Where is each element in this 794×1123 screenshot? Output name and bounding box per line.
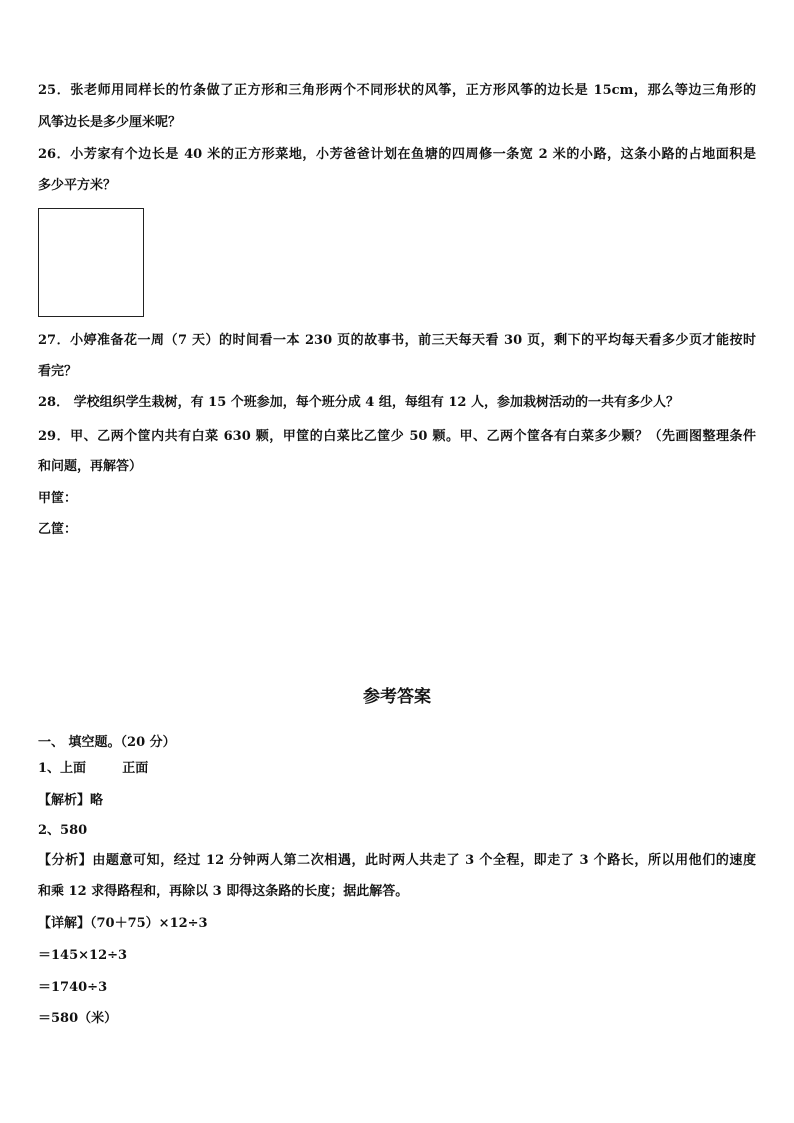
q29-line2: 和问题，再解答） xyxy=(38,459,143,474)
q27-line2: 看完？ xyxy=(38,364,78,379)
q29-line1: 29．甲、乙两个筐内共有白菜 630 颗，甲筐的白菜比乙筐少 50 颗。甲、乙两个筐各有白菜多少颗？（先画图整理条件 xyxy=(38,429,756,444)
answers-title: 参考答案 xyxy=(363,687,431,707)
answer-2-step3: ＝580（米） xyxy=(38,1011,118,1026)
q27-line1: 27．小婷准备花一周（7 天）的时间看一本 230 页的故事书，前三天每天看 30 页，剩下的平均每天看多少页才能按时 xyxy=(38,333,756,348)
q25-line2: 风筝边长是多少厘米呢？ xyxy=(38,115,182,130)
answer-2: 2、580 xyxy=(38,823,88,838)
answer-2-analysis-line2: 和乘 12 求得路程和，再除以 3 即得这条路的长度；据此解答。 xyxy=(38,884,409,899)
square-field-diagram xyxy=(38,208,144,317)
q25-line1: 25．张老师用同样长的竹条做了正方形和三角形两个不同形状的风筝，正方形风筝的边长是 15cm，那么等边三角形的 xyxy=(38,83,756,98)
q29-jia-basket: 甲筐： xyxy=(38,491,78,506)
answer-2-step1: ＝145×12÷3 xyxy=(38,948,128,963)
answer-1: 1、上面 正面 xyxy=(38,761,149,776)
answer-1-analysis: 【解析】略 xyxy=(38,793,104,808)
q28-line1: 28． 学校组织学生栽树，有 15 个班参加，每个班分成 4 组，每组有 12 人，参加栽树活动的一共有多少人？ xyxy=(38,395,679,410)
section-heading: 一、 填空题。（20 分） xyxy=(38,735,176,750)
answer-2-step2: ＝1740÷3 xyxy=(38,980,108,995)
answer-2-analysis-line1: 【分析】由题意可知，经过 12 分钟两人第二次相遇，此时两人共走了 3 个全程，即走了 3 个路长，所以用他们的速度 xyxy=(38,853,756,868)
answer-2-detail: 【详解】（70＋75）×12÷3 xyxy=(38,916,208,931)
q29-yi-basket: 乙筐： xyxy=(38,522,78,537)
q26-line1: 26．小芳家有个边长是 40 米的正方形菜地，小芳爸爸计划在鱼塘的四周修一条宽 2 米的小路，这条小路的占地面积是 xyxy=(38,147,756,162)
q26-line2: 多少平方米？ xyxy=(38,178,117,193)
